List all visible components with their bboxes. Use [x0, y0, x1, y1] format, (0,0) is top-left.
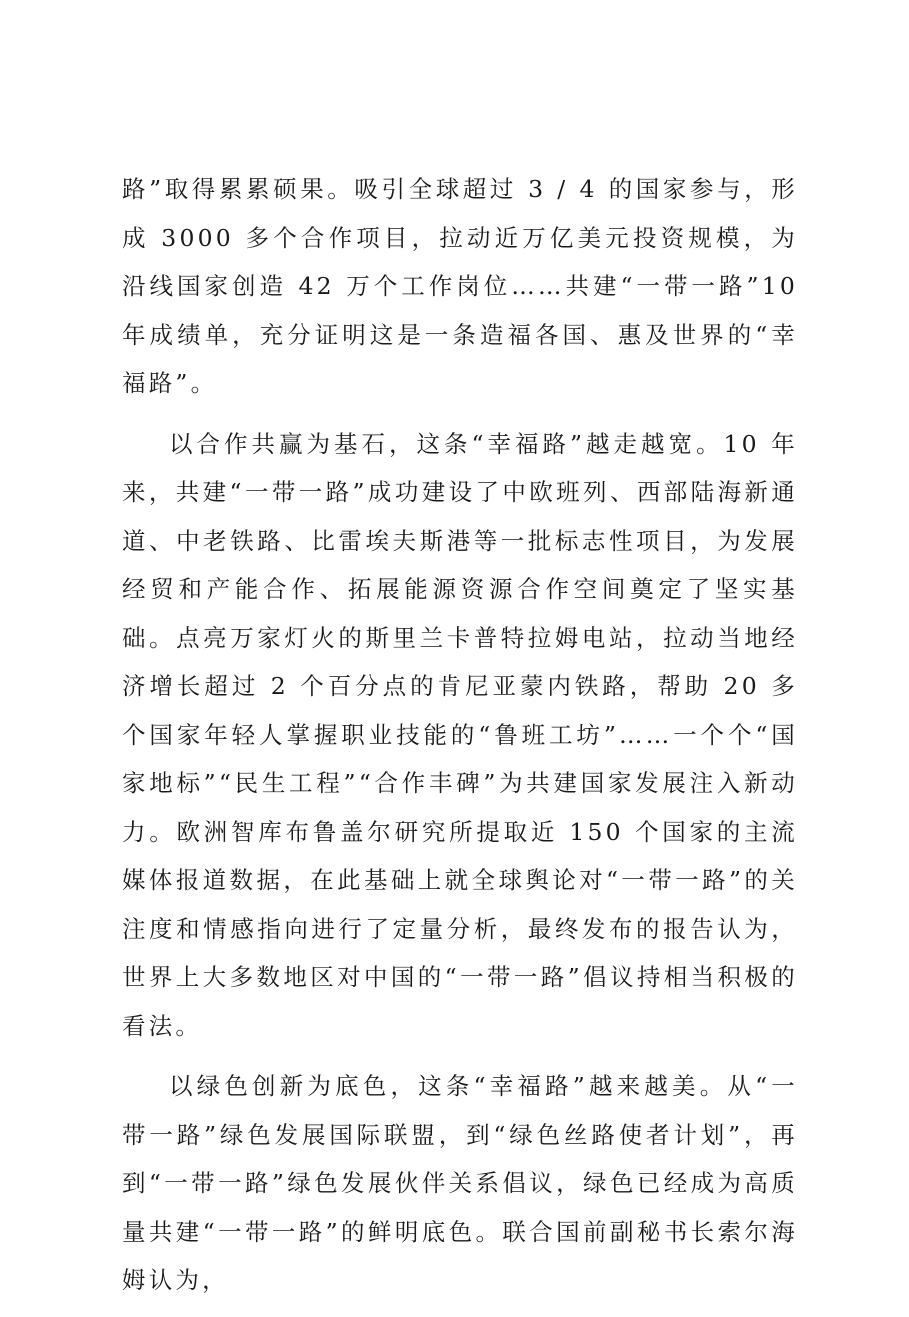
paragraph-continuation: 路”取得累累硕果。吸引全球超过 3 / 4 的国家参与，形成 3000 多个合作项目，拉动近万亿美元投资规模，为沿线国家创造 42 万个工作岗位……共建“一带一路”10 年成绩单，充分证明这是一条造福各国、惠及世界的“幸福路”。	[122, 175, 798, 397]
paragraph-green-innovation: 以绿色创新为底色，这条“幸福路”越来越美。从“一带一路”绿色发展国际联盟，到“绿色丝路使者计划”，再到“一带一路”绿色发展伙伴关系倡议，绿色已经成为高质量共建“一带一路”的鲜明底色。联合国前副秘书长索尔海姆认为，	[122, 1072, 798, 1294]
paragraph-cooperation: 以合作共赢为基石，这条“幸福路”越走越宽。10 年来，共建“一带一路”成功建设了中欧班列、西部陆海新通道、中老铁路、比雷埃夫斯港等一批标志性项目，为发展经贸和产能合作、拓展能源资源合作空间奠定了坚实基础。点亮万家灯火的斯里兰卡普特拉姆电站，拉动当地经济增长超过 2 个百分点的肯尼亚蒙内铁路，帮助 20 多个国家年轻人掌握职业技能的“鲁班工坊”……一个个“国家地标”“民生工程”“合作丰碑”为共建国家发展注入新动力。欧洲智库布鲁盖尔研究所提取近 150 个国家的主流媒体报道数据，在此基础上就全球舆论对“一带一路”的关注度和情感指向进行了定量分析，最终发布的报告认为，世界上大多数地区对中国的“一带一路”倡议持相当积极的看法。	[122, 429, 798, 1040]
document-body	[122, 165, 798, 1317]
